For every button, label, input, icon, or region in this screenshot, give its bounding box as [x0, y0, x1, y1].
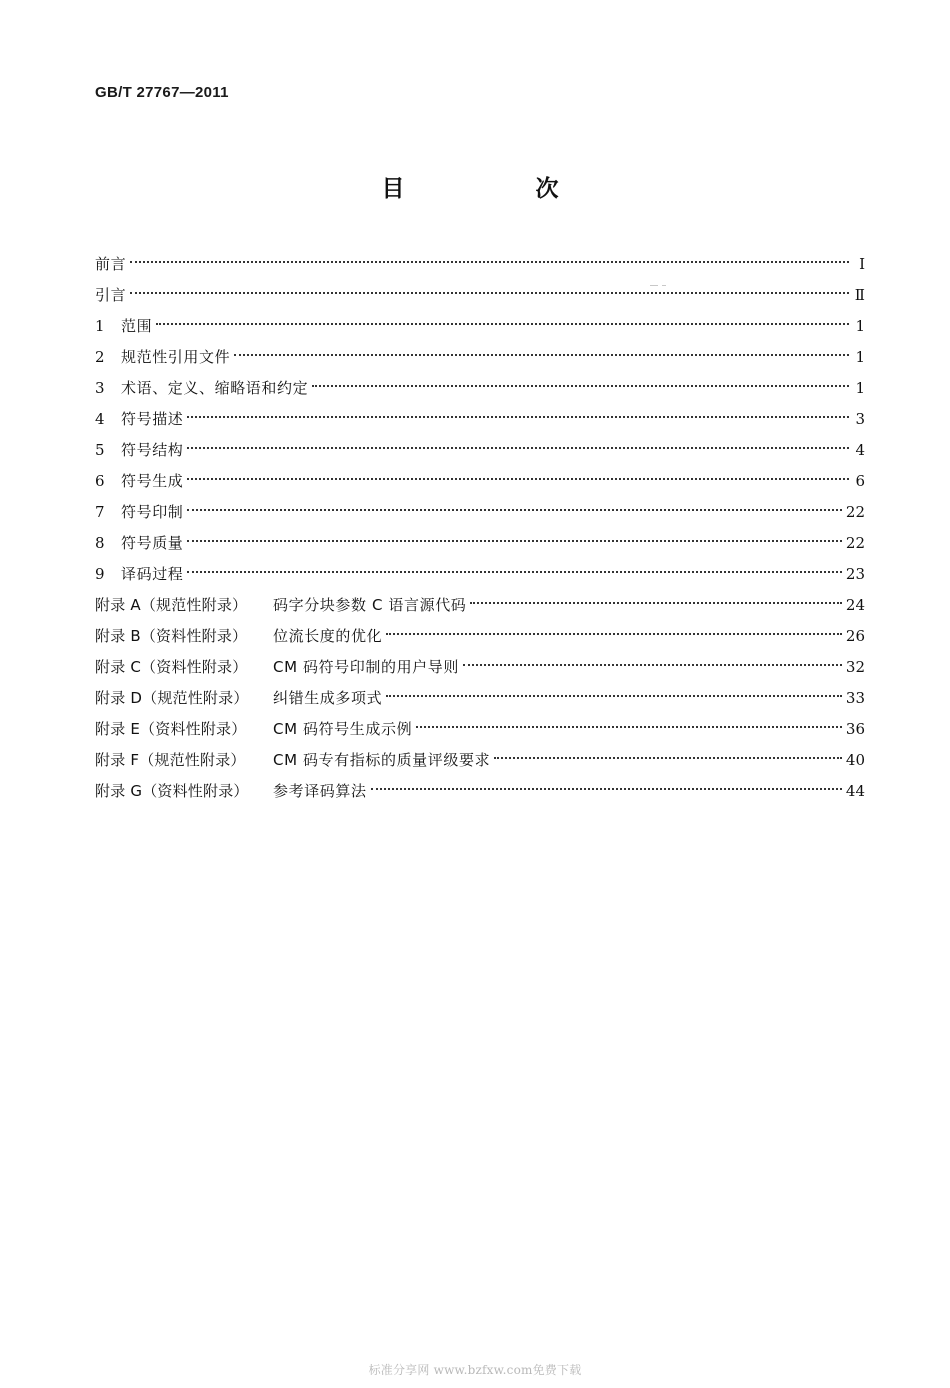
toc-entry-page: 32	[845, 658, 865, 676]
toc-entry-page: 3	[855, 410, 865, 428]
toc-entry-label: 术语、定义、缩略语和约定	[121, 379, 309, 397]
toc-entry-number: 9	[95, 565, 105, 583]
toc-entry[interactable]	[95, 253, 865, 284]
toc-leader-dots	[371, 788, 842, 790]
toc-entry[interactable]	[95, 656, 865, 687]
toc-entry-label: CM 码符号印制的用户导则	[273, 658, 459, 676]
toc-entry-label: 符号印制	[121, 503, 184, 521]
toc-entry-label: 参考译码算法	[273, 782, 367, 800]
table-of-contents	[95, 253, 865, 811]
toc-entry[interactable]	[95, 532, 865, 563]
toc-entry-page: Ⅰ	[859, 255, 865, 273]
toc-leader-dots	[234, 354, 849, 356]
toc-entry-label: CM 码专有指标的质量评级要求	[273, 751, 491, 769]
toc-entry-label: CM 码符号生成示例	[273, 720, 413, 738]
toc-entry[interactable]	[95, 346, 865, 377]
toc-entry-number: 1	[95, 317, 105, 335]
toc-entry[interactable]	[95, 718, 865, 749]
toc-leader-dots	[130, 261, 849, 263]
toc-entry-label: 码字分块参数 C 语言源代码	[273, 596, 467, 614]
toc-entry-page: 40	[845, 751, 865, 769]
toc-entry-page: 33	[845, 689, 865, 707]
toc-entry[interactable]	[95, 408, 865, 439]
toc-leader-dots	[386, 633, 842, 635]
toc-entry-page: 1	[855, 317, 865, 335]
toc-entry-label: 范围	[121, 317, 153, 335]
toc-entry-annex-prefix: 附录 F（规范性附录）	[95, 751, 246, 769]
toc-leader-dots	[386, 695, 842, 697]
toc-entry[interactable]	[95, 563, 865, 594]
toc-entry-page: 44	[845, 782, 865, 800]
toc-entry-page: 23	[845, 565, 865, 583]
toc-entry-label: 符号描述	[121, 410, 184, 428]
toc-entry-number: 7	[95, 503, 105, 521]
standard-code: GB/T 27767—2011	[95, 84, 229, 101]
toc-entry-annex-prefix: 附录 G（资料性附录）	[95, 782, 249, 800]
toc-leader-dots	[494, 757, 842, 759]
toc-entry[interactable]	[95, 439, 865, 470]
toc-entry[interactable]	[95, 749, 865, 780]
toc-leader-dots	[156, 323, 849, 325]
toc-leader-dots	[416, 726, 842, 728]
toc-entry-page: 36	[845, 720, 865, 738]
toc-entry-page: 1	[855, 379, 865, 397]
toc-entry[interactable]	[95, 470, 865, 501]
toc-entry-number: 5	[95, 441, 105, 459]
toc-entry-label: 符号质量	[121, 534, 184, 552]
toc-title: 目 次	[381, 176, 613, 202]
toc-entry[interactable]	[95, 625, 865, 656]
toc-entry-page: 6	[855, 472, 865, 490]
toc-leader-dots	[187, 571, 842, 573]
toc-entry-annex-prefix: 附录 C（资料性附录）	[95, 658, 248, 676]
scan-speck	[650, 285, 658, 286]
toc-leader-dots	[463, 664, 842, 666]
toc-entry-page: Ⅱ	[854, 286, 865, 304]
toc-entry[interactable]	[95, 780, 865, 811]
toc-entry-annex-prefix: 附录 E（资料性附录）	[95, 720, 247, 738]
toc-entry-number: 4	[95, 410, 105, 428]
toc-entry-label: 引言	[95, 286, 127, 304]
toc-entry-label: 前言	[95, 255, 127, 273]
toc-entry-label: 规范性引用文件	[121, 348, 231, 366]
toc-entry-label: 纠错生成多项式	[273, 689, 383, 707]
toc-leader-dots	[470, 602, 841, 604]
toc-leader-dots	[312, 385, 849, 387]
toc-leader-dots	[187, 447, 849, 449]
toc-entry-number: 3	[95, 379, 105, 397]
toc-entry-page: 22	[845, 534, 865, 552]
toc-leader-dots	[187, 540, 842, 542]
toc-entry[interactable]	[95, 594, 865, 625]
toc-leader-dots	[187, 416, 849, 418]
toc-leader-dots	[130, 292, 849, 294]
toc-entry[interactable]	[95, 315, 865, 346]
toc-leader-dots	[187, 478, 849, 480]
toc-entry-page: 24	[845, 596, 865, 614]
toc-entry-label: 符号生成	[121, 472, 184, 490]
footer-watermark: 标准分享网 www.bzfxw.com免费下载	[368, 1363, 582, 1377]
toc-entry[interactable]	[95, 687, 865, 718]
toc-entry-number: 6	[95, 472, 105, 490]
toc-entry-annex-prefix: 附录 D（规范性附录）	[95, 689, 249, 707]
scan-speck	[662, 285, 666, 286]
toc-entry[interactable]	[95, 501, 865, 532]
toc-entry[interactable]	[95, 284, 865, 315]
toc-entry-page: 22	[845, 503, 865, 521]
toc-entry-label: 位流长度的优化	[273, 627, 383, 645]
toc-entry-annex-prefix: 附录 B（资料性附录）	[95, 627, 248, 645]
toc-entry-label: 译码过程	[121, 565, 184, 583]
toc-entry[interactable]	[95, 377, 865, 408]
toc-entry-annex-prefix: 附录 A（规范性附录）	[95, 596, 248, 614]
toc-entry-page: 26	[845, 627, 865, 645]
toc-entry-number: 8	[95, 534, 105, 552]
toc-entry-page: 4	[855, 441, 865, 459]
toc-entry-label: 符号结构	[121, 441, 184, 459]
toc-entry-number: 2	[95, 348, 105, 366]
toc-entry-page: 1	[855, 348, 865, 366]
toc-leader-dots	[187, 509, 842, 511]
